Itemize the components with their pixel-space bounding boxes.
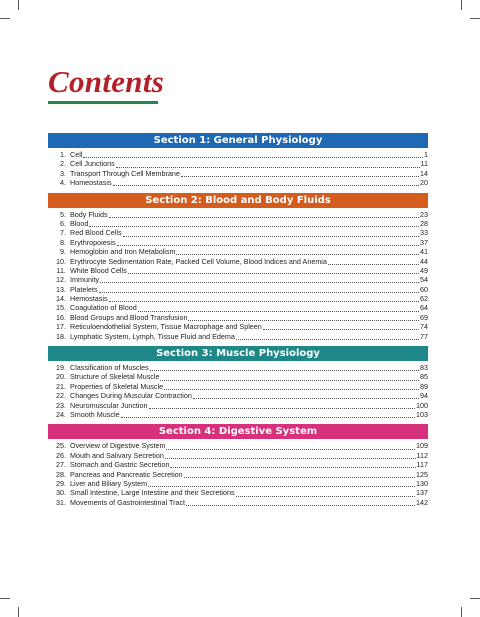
dot-leader [181,170,419,177]
crop-mark [461,0,462,10]
toc-entry[interactable] [48,441,428,450]
dot-leader [113,179,419,186]
toc-section [48,424,428,507]
dot-leader [89,220,419,227]
toc-entry[interactable] [48,332,428,341]
page-number: 49 [420,265,428,275]
chapter-title: Movements of Gastrointestinal Tract [70,497,186,507]
chapter-number: 25. [56,441,66,451]
table-of-contents [48,133,428,512]
chapter-number: 21. [56,381,66,391]
section-header: Section 1: General Physiology [48,133,428,148]
chapter-number: 19. [56,363,66,373]
dot-leader [150,364,419,371]
page-number: 54 [420,275,428,285]
page-number: 23 [420,209,428,219]
toc-entry[interactable] [48,498,428,507]
dot-leader [100,276,419,283]
toc-entry[interactable] [48,178,428,187]
page-number: 130 [416,478,428,488]
page-number: 125 [416,469,428,479]
dot-leader [263,323,419,330]
toc-entry[interactable] [48,313,428,322]
dot-leader [186,499,415,506]
dot-leader [164,383,419,390]
page-number: 85 [420,372,428,382]
chapter-title: Erythrocyte Sedimentation Rate, Packed Cell Volume, Blood Indices and Anemia [70,256,327,266]
chapter-number: 13. [56,284,66,294]
page-number: 14 [420,168,428,178]
title-underline [48,101,158,104]
chapter-number: 7. [60,228,66,238]
chapter-title: Cell [70,150,83,159]
chapter-number: 2. [60,159,66,169]
chapter-title: Hemostasis [70,294,108,304]
dot-leader [165,452,416,459]
chapter-title: Small Intestine, Large Intestine and their Secretions [70,488,235,498]
toc-entry[interactable] [48,401,428,410]
chapter-title: Stomach and Gastric Secretion [70,460,170,470]
chapter-title: Mouth and Salivary Secretion [70,450,164,460]
chapter-title: Body Fluids [70,209,108,219]
toc-entry[interactable] [48,169,428,178]
toc-entry[interactable] [48,257,428,266]
chapter-title: Blood Groups and Blood Transfusion [70,312,188,322]
crop-mark [461,607,462,617]
dot-leader [176,248,419,255]
dot-leader [116,161,420,168]
chapter-number: 1. [60,150,66,159]
chapter-title: Smooth Muscle [70,409,120,419]
chapter-number: 8. [60,237,66,247]
toc-entry[interactable] [48,228,428,237]
page-number: 20 [420,178,428,188]
chapter-number: 6. [60,218,66,228]
toc-entry[interactable] [48,247,428,256]
chapter-number: 31. [56,497,66,507]
chapter-number: 11. [56,265,66,275]
page-number: 1 [424,150,428,159]
dot-leader [148,480,415,487]
chapter-number: 12. [56,275,66,285]
dot-leader [193,392,419,399]
dot-leader [109,295,419,302]
crop-mark [470,18,480,19]
toc-entry[interactable] [48,451,428,460]
toc-entry[interactable] [48,391,428,400]
section-header: Section 2: Blood and Body Fluids [48,193,428,208]
toc-entry[interactable] [48,470,428,479]
chapter-title: Neuromuscular Junction [70,400,148,410]
dot-leader [236,333,419,340]
chapter-title: Changes During Muscular Contraction [70,391,192,401]
chapter-number: 15. [56,303,66,313]
chapter-number: 10. [56,256,66,266]
toc-entry[interactable] [48,460,428,469]
toc-section [48,133,428,188]
chapter-number: 4. [60,178,66,188]
chapter-title: Liver and Biliary System [70,478,148,488]
toc-entry[interactable] [48,372,428,381]
chapter-number: 30. [56,488,66,498]
dot-leader [128,267,419,274]
chapter-title: Red Blood Cells [70,228,122,238]
section-header: Section 3: Muscle Physiology [48,346,428,361]
chapter-title: Structure of Skeletal Muscle [70,372,160,382]
dot-leader [170,461,415,468]
page-number: 94 [420,391,428,401]
dot-leader [149,402,415,409]
toc-entry[interactable] [48,210,428,219]
chapter-number: 22. [56,391,66,401]
page-title: Contents [48,64,165,99]
dot-leader [188,314,419,321]
chapter-number: 20. [56,372,66,382]
toc-entry[interactable] [48,285,428,294]
toc-entry[interactable] [48,303,428,312]
toc-entry[interactable] [48,322,428,331]
chapter-title: Hemoglobin and Iron Metabolism [70,247,176,257]
dot-leader [83,151,423,158]
page-number: 117 [416,460,428,470]
toc-entry[interactable] [48,479,428,488]
chapter-number: 28. [56,469,66,479]
dot-leader [166,443,415,450]
chapter-title: Transport Through Cell Membrane [70,168,180,178]
chapter-title: White Blood Cells [70,265,127,275]
chapter-number: 24. [56,409,66,419]
toc-entry[interactable] [48,294,428,303]
chapter-title: Properties of Skeletal Muscle [70,381,164,391]
crop-mark [18,0,19,10]
dot-leader [138,305,419,312]
dot-leader [236,490,415,497]
chapter-number: 17. [56,322,66,332]
page-number: 33 [420,228,428,238]
chapter-number: 27. [56,460,66,470]
toc-entry[interactable] [48,363,428,372]
page-number: 64 [420,303,428,313]
chapter-title: Immunity [70,275,100,285]
page-number: 89 [420,381,428,391]
section-header: Section 4: Digestive System [48,424,428,439]
chapter-number: 14. [56,294,66,304]
page-number: 112 [416,450,428,460]
page-number: 60 [420,284,428,294]
page-number: 137 [416,488,428,498]
crop-mark [0,598,10,599]
chapter-number: 23. [56,400,66,410]
chapter-number: 18. [56,331,66,341]
toc-entry[interactable] [48,159,428,168]
chapter-title: Blood [70,218,89,228]
chapter-number: 16. [56,312,66,322]
page-number: 62 [420,294,428,304]
dot-leader [109,211,419,218]
toc-entry[interactable] [48,150,428,159]
toc-entry[interactable] [48,382,428,391]
crop-mark [0,18,10,19]
crop-mark [470,598,480,599]
dot-leader [121,411,415,418]
toc-entry[interactable] [48,275,428,284]
dot-leader [184,471,415,478]
dot-leader [328,258,419,265]
dot-leader [160,374,419,381]
chapter-title: Erythropoiesis [70,237,116,247]
chapter-title: Coagulation of Blood [70,303,137,313]
page-number: 109 [416,441,428,451]
page-number: 41 [420,247,428,257]
dot-leader [99,286,419,293]
page-number: 103 [416,409,428,419]
page-number: 28 [420,218,428,228]
chapter-number: 26. [56,450,66,460]
toc-entry[interactable] [48,238,428,247]
chapter-title: Cell Junctions [70,159,115,169]
chapter-number: 5. [60,209,66,219]
page-number: 77 [420,331,428,341]
toc-entry[interactable] [48,488,428,497]
crop-mark [18,607,19,617]
page-number: 100 [416,400,428,410]
toc-entry[interactable] [48,410,428,419]
page-number: 44 [420,256,428,266]
page-number: 74 [420,322,428,332]
toc-entry[interactable] [48,219,428,228]
page-number: 142 [416,497,428,507]
chapter-title: Platelets [70,284,98,294]
chapter-title: Homeostasis [70,178,112,188]
toc-entry[interactable] [48,266,428,275]
page-number: 11 [420,159,428,169]
dot-leader [123,230,419,237]
page-number: 37 [420,237,428,247]
chapter-number: 29. [56,478,66,488]
chapter-title: Reticuloendothelial System, Tissue Macrophage and Spleen [70,322,262,332]
chapter-title: Overview of Digestive System [70,441,166,451]
page-number: 69 [420,312,428,322]
chapter-title: Classification of Muscles [70,363,149,373]
page-number: 83 [420,363,428,373]
chapter-number: 3. [60,168,66,178]
chapter-number: 9. [60,247,66,257]
chapter-title: Lymphatic System, Lymph, Tissue Fluid and Edema [70,331,235,341]
toc-section [48,346,428,419]
chapter-title: Pancreas and Pancreatic Secretion [70,469,183,479]
toc-section [48,193,428,341]
dot-leader [117,239,419,246]
